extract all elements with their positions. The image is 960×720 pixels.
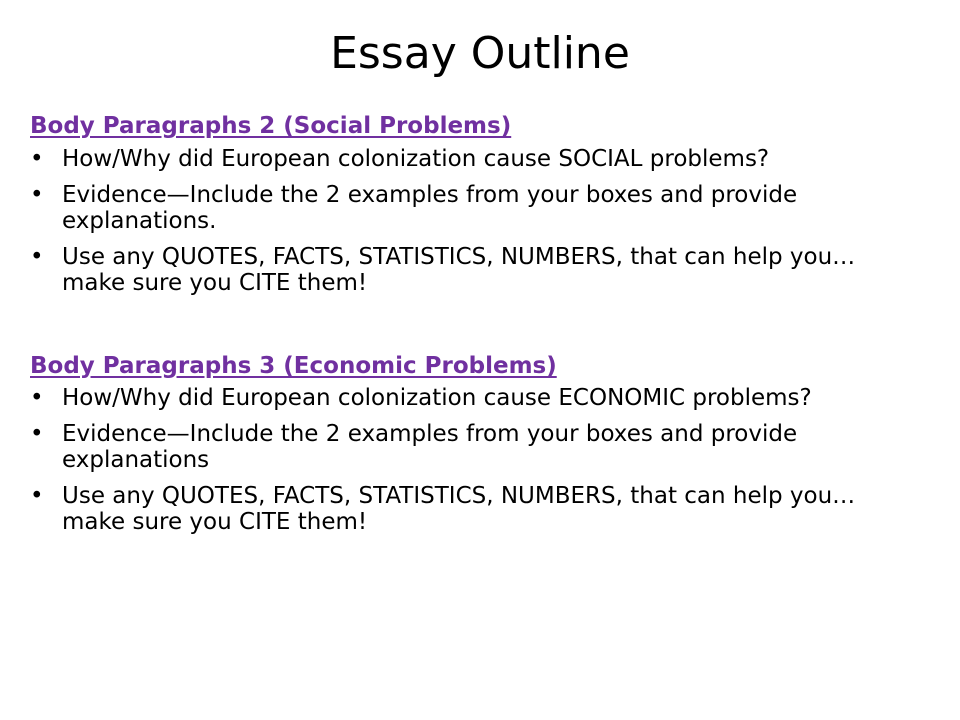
bullet-item: • Use any QUOTES, FACTS, STATISTICS, NUMBERS, that can help you…make sure you CITE them! (30, 244, 910, 296)
section-heading-social: Body Paragraphs 2 (Social Problems) (30, 113, 512, 139)
section-spacer (30, 306, 910, 352)
bullet-item: • Evidence—Include the 2 examples from your boxes and provide explanations (30, 421, 910, 473)
slide-content (30, 112, 910, 545)
bullet-item: • How/Why did European colonization cause ECONOMIC problems? (30, 385, 910, 411)
bullet-item: • Evidence—Include the 2 examples from your boxes and provide explanations. (30, 182, 910, 234)
section-social-problems (30, 112, 910, 296)
slide-title: Essay Outline (330, 28, 630, 79)
section-heading-economic: Body Paragraphs 3 (Economic Problems) (30, 352, 557, 379)
bullet-list-economic (30, 385, 910, 535)
bullet-list-social (30, 146, 910, 296)
section-economic-problems (30, 352, 910, 536)
bullet-item: • Use any QUOTES, FACTS, STATISTICS, NUMBERS, that can help you…make sure you CITE them! (30, 483, 910, 535)
bullet-item: • How/Why did European colonization cause SOCIAL problems? (30, 146, 910, 172)
